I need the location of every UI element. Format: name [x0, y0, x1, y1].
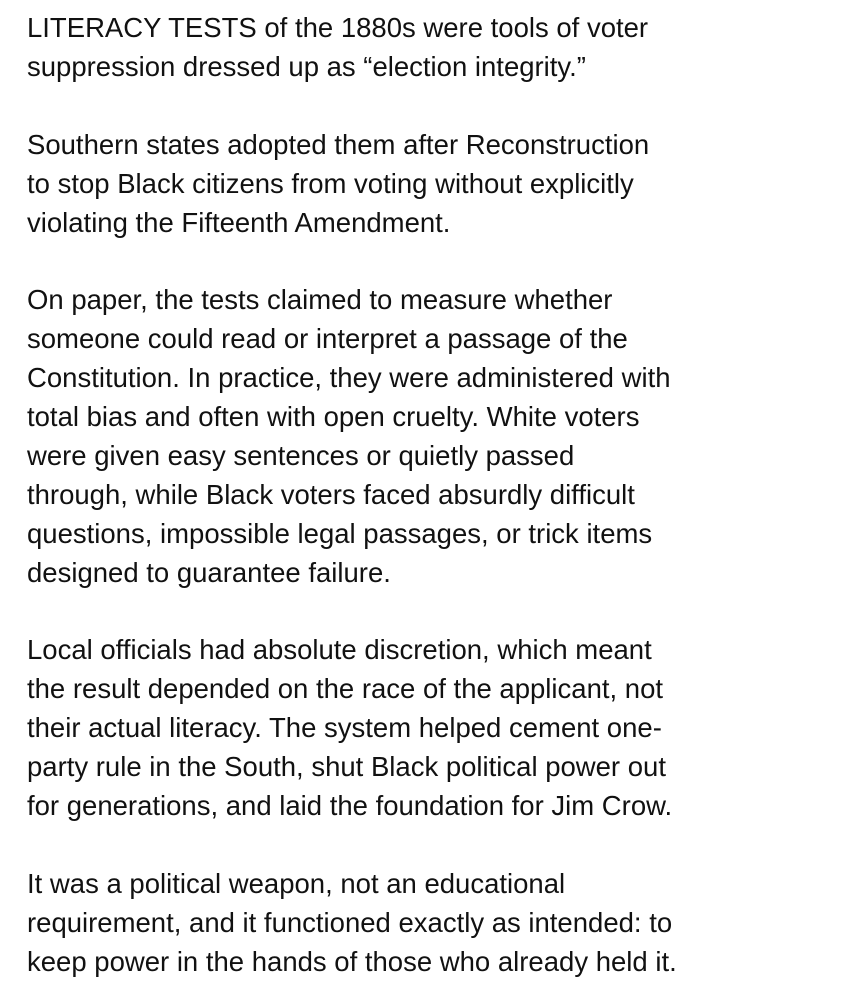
- text-line: their actual literacy. The system helped cement one-: [27, 712, 662, 744]
- note-body: [27, 9, 837, 982]
- text-line: Southern states adopted them after Reconstruction: [27, 128, 650, 160]
- text-line: the result depended on the race of the applicant, not: [27, 673, 664, 705]
- paragraph-intro: [27, 9, 837, 87]
- text-line: requirement, and it functioned exactly as intended: to: [27, 906, 673, 938]
- paragraph-practice: [27, 281, 837, 592]
- text-line: total bias and often with open cruelty. White voters: [27, 401, 640, 433]
- text-line: suppression dressed up as “election integrity.”: [27, 50, 586, 82]
- paragraph-conclusion: [27, 865, 837, 982]
- text-line: questions, impossible legal passages, or trick items: [27, 517, 653, 549]
- text-line: Constitution. In practice, they were administered with: [27, 362, 671, 394]
- text-line: violating the Fifteenth Amendment.: [27, 206, 451, 238]
- text-line: keep power in the hands of those who already held it.: [27, 945, 677, 977]
- text-line: LITERACY TESTS of the 1880s were tools of voter: [27, 12, 649, 43]
- text-line: through, while Black voters faced absurdly difficult: [27, 478, 635, 510]
- text-line: It was a political weapon, not an educational: [27, 867, 566, 899]
- text-line: party rule in the South, shut Black political power out: [27, 751, 666, 783]
- text-line: for generations, and laid the foundation for Jim Crow.: [27, 790, 673, 822]
- text-line: On paper, the tests claimed to measure whether: [27, 284, 613, 316]
- paragraph-origin: [27, 126, 837, 243]
- text-line: Local officials had absolute discretion, which meant: [27, 634, 652, 666]
- text-line: someone could read or interpret a passage of the: [27, 323, 628, 355]
- text-line: designed to guarantee failure.: [27, 556, 391, 588]
- text-line: to stop Black citizens from voting without explicitly: [27, 167, 634, 199]
- text-line: were given easy sentences or quietly passed: [27, 439, 575, 471]
- paragraph-officials: [27, 631, 837, 826]
